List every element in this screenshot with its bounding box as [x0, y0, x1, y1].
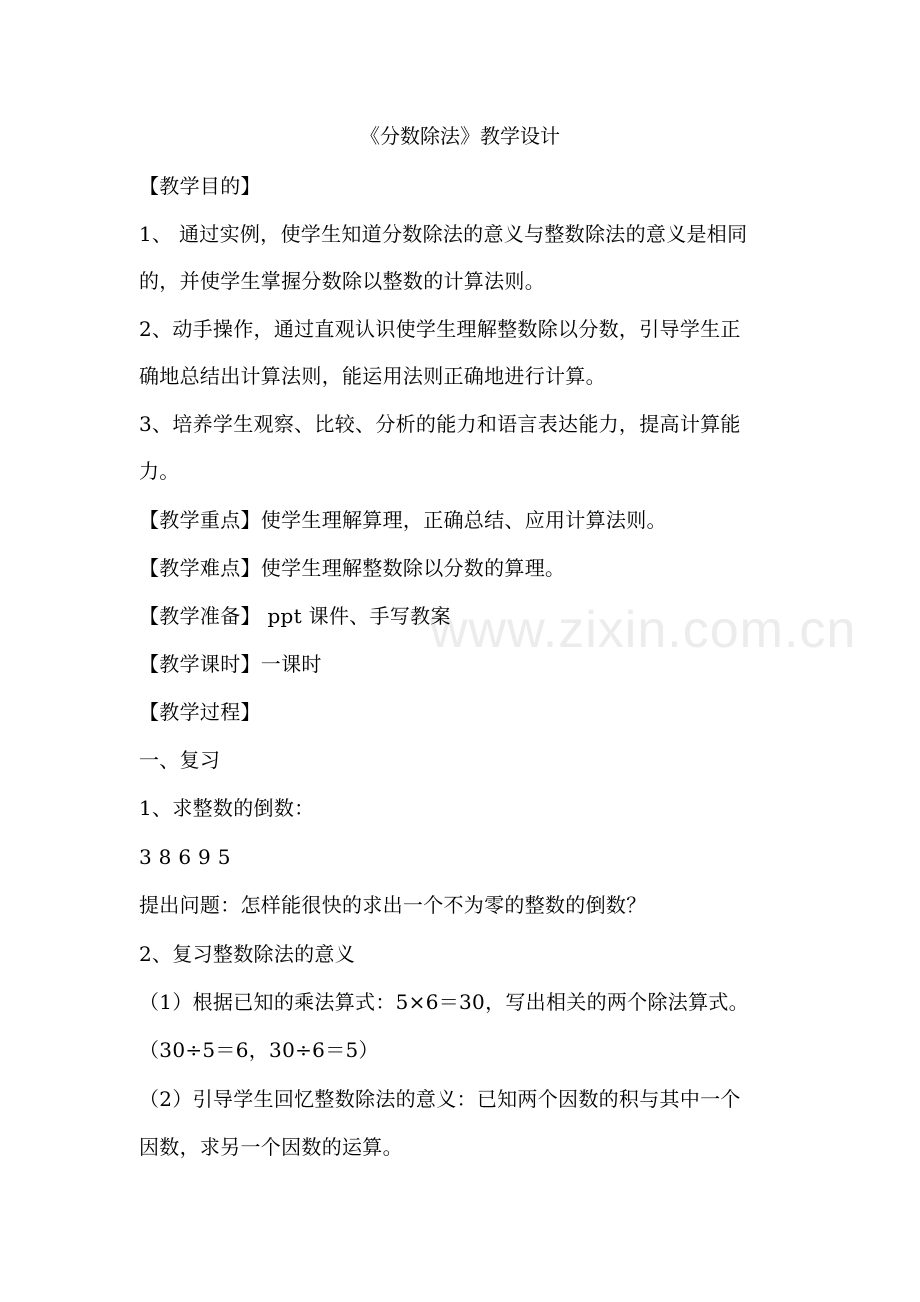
step-1-line: （1）根据已知的乘法算式：5×6＝30，写出相关的两个除法算式。: [139, 990, 749, 1014]
objective-1-line-1: 1、 通过实例，使学生知道分数除法的意义与整数除法的意义是相同: [139, 222, 748, 246]
reciprocal-task: 1、求整数的倒数：: [139, 796, 315, 820]
objective-3-line-2: 力。: [139, 459, 180, 483]
objective-2-line-2: 确地总结出计算法则，能运用法则正确地进行计算。: [139, 364, 606, 388]
number-list: 3 8 6 9 5: [139, 845, 231, 869]
step-2-line-1: （2）引导学生回忆整数除法的意义：已知两个因数的积与其中一个: [139, 1087, 741, 1111]
watermark: www.zixin.com.cn: [430, 601, 857, 659]
objective-3-line-1: 3、培养学生观察、比较、分析的能力和语言表达能力，提高计算能: [139, 412, 741, 436]
difficulties-line: 【教学难点】使学生理解整数除以分数的算理。: [139, 556, 566, 580]
section-heading-process: 【教学过程】: [139, 700, 261, 724]
document-title: 《分数除法》教学设计: [360, 124, 560, 148]
preparation-line: 【教学准备】 ppt 课件、手写教案: [139, 604, 451, 628]
question-line: 提出问题：怎样能很快的求出一个不为零的整数的倒数？: [139, 893, 647, 917]
section-heading-objectives: 【教学目的】: [139, 174, 261, 198]
class-hours-line: 【教学课时】一课时: [139, 652, 322, 676]
objective-2-line-1: 2、动手操作，通过直观认识使学生理解整数除以分数，引导学生正: [139, 317, 741, 341]
step-2-line-2: 因数，求另一个因数的运算。: [139, 1135, 403, 1159]
key-points-line: 【教学重点】使学生理解算理，正确总结、应用计算法则。: [139, 508, 667, 532]
objective-1-line-2: 的，并使学生掌握分数除以整数的计算法则。: [139, 269, 545, 293]
review-division-heading: 2、复习整数除法的意义: [139, 942, 356, 966]
review-heading: 一、复习: [139, 748, 221, 772]
step-1-answer: （30÷5＝6，30÷6＝5）: [139, 1038, 379, 1062]
